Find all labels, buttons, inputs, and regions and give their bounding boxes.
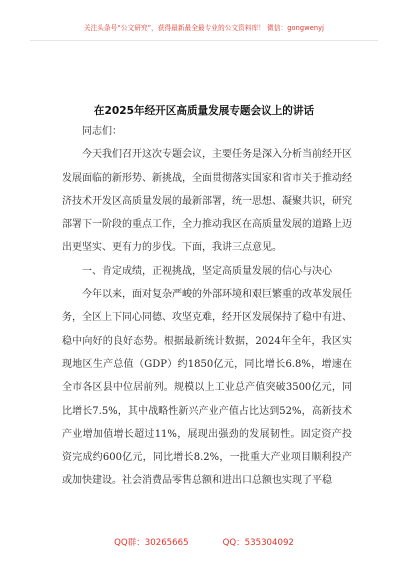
footer-qq-number: QQ：535304092	[222, 538, 294, 548]
footer-contact	[0, 536, 408, 548]
footer-qq-group: QQ群：30265665	[114, 538, 189, 548]
intro-paragraph: 今天我们召开这次专题会议，主要任务是深入分析当前经开区发展面临的新形势、新挑战，全面贯彻落实国家和省市关于推动经济技术开发区高质量发展的最新部署，统一思想、凝聚共识，研究部署下一阶段的重点工作，全力推动我区在高质量发展的道路上迈出更坚实、更有力的步伐。下面，我讲三点意见。	[62, 149, 352, 254]
salutation: 同志们：	[82, 126, 122, 137]
section-heading: 一、肯定成绩，正视挑战，坚定高质量发展的信心与决心	[82, 265, 332, 277]
header-divider	[30, 40, 378, 41]
page-title: 在2025年经开区高质量发展专题会议上的讲话	[93, 105, 315, 118]
document-body	[62, 120, 352, 493]
section-paragraph: 今年以来，面对复杂严峻的外部环境和艰巨繁重的改革发展任务，全区上下同心同德、攻坚克难，经开区发展保持了稳中有进、稳中向好的良好态势。根据最新统计数据，2024年全年，我区实现地区生产总值（GDP）约1850亿元，同比增长6.8%，增速在全市各区县中位居前列。规模以上工业总产值突破3500亿元，同比增长7.5%，其中战略性新兴产业产值占比达到52%，高新技术产业增加值增长超过11%，展现出强劲的发展韧性。固定资产投资完成约600亿元，同比增长8.2%，一批重大产业项目顺利投产或加快建设。社会消费品零售总额和进出口总额也实现了平稳	[62, 289, 352, 487]
header-banner: 关注头条号“公文研究”，获得最新最全最专业的公文资料库！ 微信：gongwenyj	[83, 24, 325, 32]
